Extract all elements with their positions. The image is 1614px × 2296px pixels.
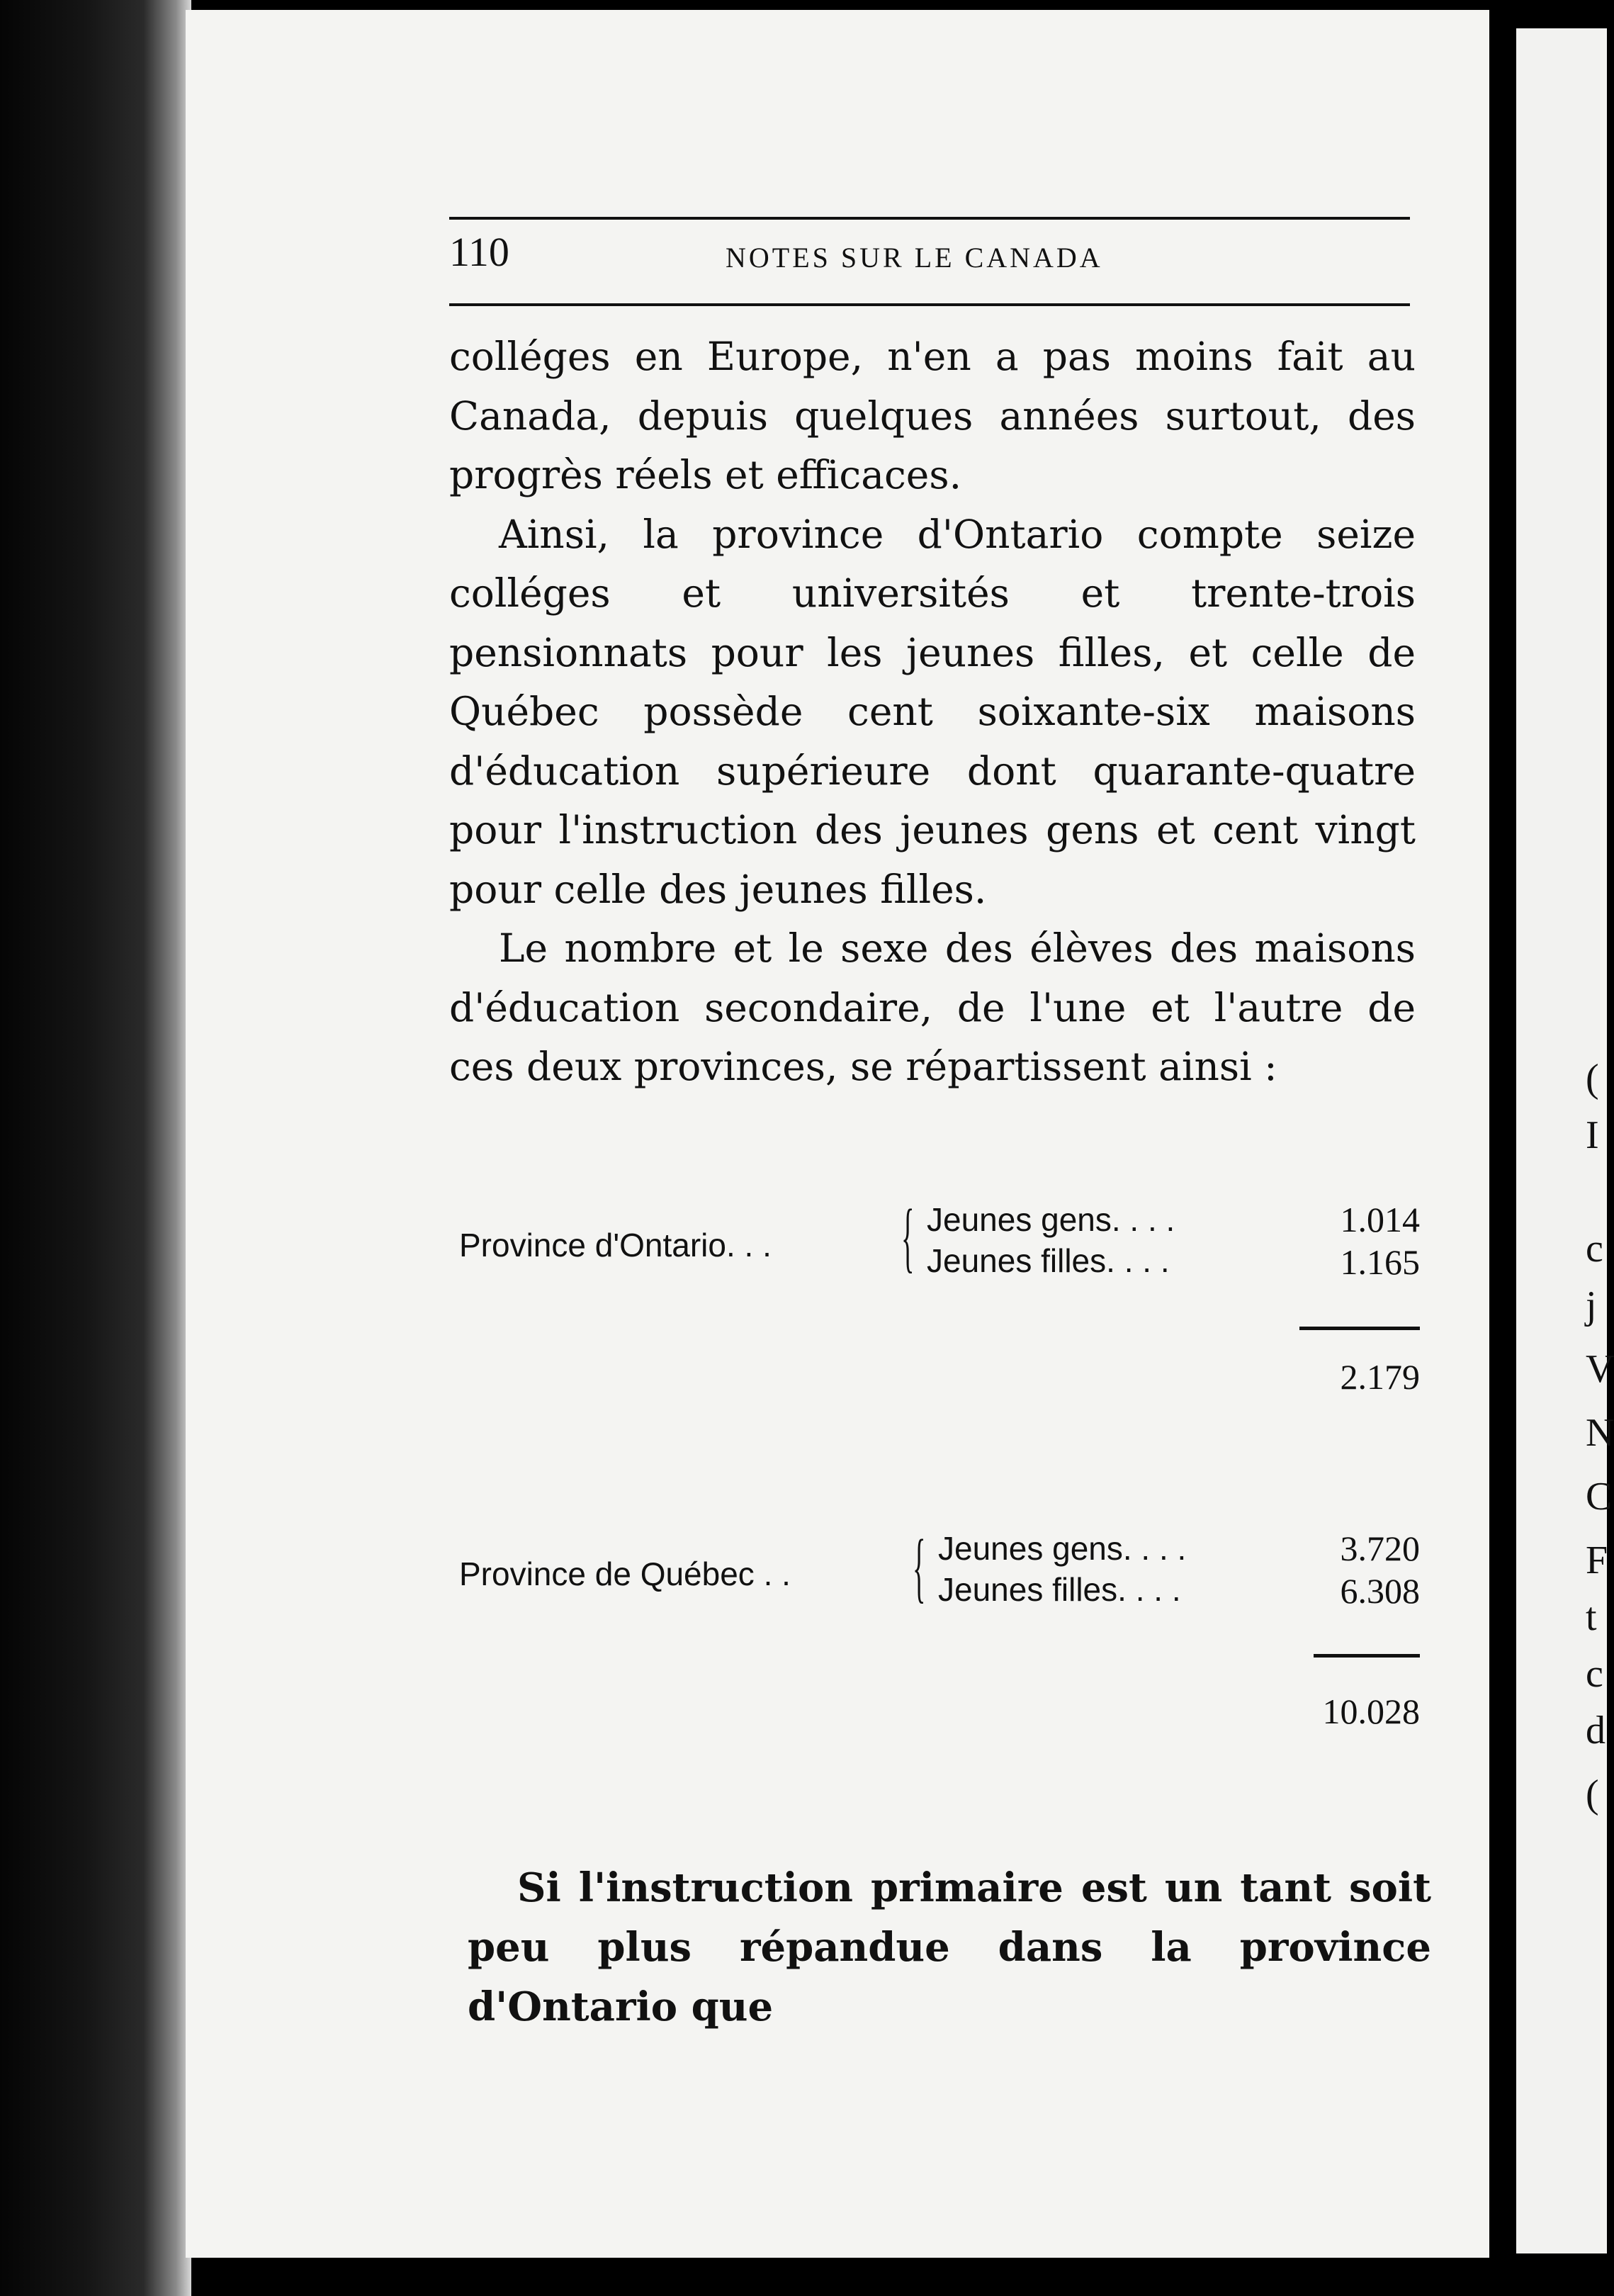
value-cell: 3.720 <box>1340 1529 1420 1568</box>
value-cell: 6.308 <box>1340 1571 1420 1611</box>
next-page-fragment: I <box>1586 1113 1599 1157</box>
paragraph: Si l'instruction primaire est un tant soit peu plus répandue dans la province d'Ontario que <box>468 1864 1431 2030</box>
category-label: Jeunes gens. . . . <box>927 1201 1175 1238</box>
next-page-fragment: N <box>1586 1411 1614 1455</box>
running-title: NOTES SUR LE CANADA <box>726 242 1103 274</box>
next-page-fragment: c <box>1586 1227 1603 1271</box>
next-page-fragment: ( <box>1586 1057 1599 1101</box>
next-page-edge <box>1516 28 1614 2253</box>
brace-icon: { <box>901 1193 915 1280</box>
value-cell: 1.014 <box>1340 1200 1420 1239</box>
paragraph: Le nombre et le sexe des élèves des maisons d'éducation secondaire, de l'une et l'autre de ces deux provinces, se répartissent ainsi : <box>449 925 1416 1089</box>
total-cell: 10.028 <box>1322 1692 1420 1731</box>
quebec-table <box>459 1524 1420 1750</box>
province-label: Province de Québec . . <box>459 1555 791 1592</box>
category-label: Jeunes filles. . . . <box>927 1242 1170 1279</box>
next-page-fragment: d <box>1586 1709 1605 1752</box>
next-page-fragment: c <box>1586 1652 1603 1696</box>
next-page-fragment: F <box>1586 1538 1608 1582</box>
page-header <box>449 228 1410 285</box>
value-cell: 1.165 <box>1340 1242 1420 1282</box>
category-label: Jeunes gens. . . . <box>938 1530 1187 1567</box>
category-label: Jeunes filles. . . . <box>938 1571 1181 1608</box>
total-cell: 2.179 <box>1340 1357 1420 1397</box>
next-page-fragment: ( <box>1586 1772 1599 1816</box>
page-number: 110 <box>449 229 509 275</box>
paragraph: Ainsi, la province d'Ontario compte seize colléges et universités et trente-trois pensionnats pour les jeunes filles, et celle de Québec possède cent soixante-six maisons d'éducation supérieure dont quarante-quatre pour l'instruction des jeunes gens et cent vingt pour celle des jeunes filles. <box>449 511 1416 912</box>
province-label: Province d'Ontario. . . <box>459 1227 772 1264</box>
ontario-table <box>459 1193 1420 1424</box>
header-top-rule <box>449 217 1410 220</box>
next-page-fragment: t <box>1586 1595 1597 1639</box>
brace-icon: { <box>913 1524 926 1610</box>
closing-text <box>468 1858 1431 2037</box>
sum-rule <box>1314 1654 1420 1658</box>
body-text <box>449 327 1416 1097</box>
next-page-fragment: C <box>1586 1475 1613 1519</box>
book-gutter <box>0 0 191 2296</box>
next-page-fragment: j <box>1586 1283 1597 1327</box>
paragraph: colléges en Europe, n'en a pas moins fait au Canada, depuis quelques années surtout, des progrès réels et efficaces. <box>449 334 1416 497</box>
next-page-fragment: V <box>1586 1347 1614 1391</box>
header-bottom-rule <box>449 303 1410 306</box>
sum-rule <box>1299 1327 1420 1330</box>
